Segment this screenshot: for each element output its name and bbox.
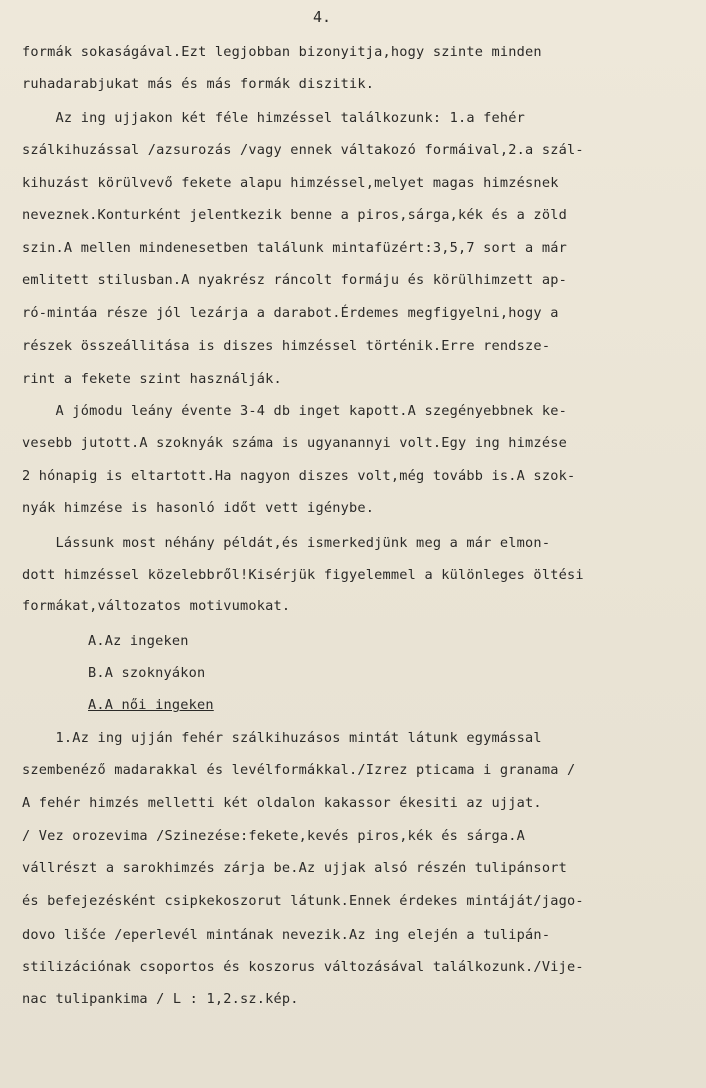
text-line: kihuzást körülvevő fekete alapu himzéssel,melyet magas himzésnek xyxy=(22,175,559,191)
text-line: A fehér himzés melletti két oldalon kakassor ékesiti az ujjat. xyxy=(22,795,542,811)
text-line: dovo lišće /eperlevél mintának nevezik.Az ing elején a tulipán- xyxy=(22,927,551,943)
text-line: / Vez orozevima /Szinezése:fekete,kevés piros,kék és sárga.A xyxy=(22,828,526,844)
text-line: ró-mintáa része jól lezárja a darabot.Érdemes megfigyelni,hogy a xyxy=(22,305,559,321)
text-line: részek összeállitása is diszes himzéssel történik.Erre rendsze- xyxy=(22,338,551,354)
text-line: emlitett stilusban.A nyakrész ráncolt formáju és körülhimzett ap- xyxy=(22,272,567,288)
text-line: formákat,változatos motivumokat. xyxy=(22,598,291,614)
text-line: ruhadarabjukat más és más formák diszitik. xyxy=(22,76,375,92)
text-line: vállrészt a sarokhimzés zárja be.Az ujjak alsó részén tulipánsort xyxy=(22,860,567,876)
text-line: nac tulipankima / L : 1,2.sz.kép. xyxy=(22,991,299,1007)
outline-item: B.A szoknyákon xyxy=(88,665,206,681)
text-line: A jómodu leány évente 3-4 db inget kapott.A szegényebbnek ke- xyxy=(22,403,567,419)
text-line: rint a fekete szint használják. xyxy=(22,371,282,387)
text-line: formák sokaságával.Ezt legjobban bizonyitja,hogy szinte minden xyxy=(22,44,542,60)
text-line: stilizációnak csoportos és koszorus változásával találkozunk./Vije- xyxy=(22,959,584,975)
text-line: Lássunk most néhány példát,és ismerkedjünk meg a már elmon- xyxy=(22,535,551,551)
text-line: szembenéző madarakkal és levélformákkal./Izrez pticama i granama / xyxy=(22,762,576,778)
text-line: szin.A mellen mindenesetben találunk mintafüzért:3,5,7 sort a már xyxy=(22,240,567,256)
text-line: neveznek.Konturként jelentkezik benne a piros,sárga,kék és a zöld xyxy=(22,207,567,223)
outline-item: A.Az ingeken xyxy=(88,633,189,649)
text-line: nyák himzése is hasonló időt vett igénybe. xyxy=(22,500,375,516)
text-line: és befejezésként csipkekoszorut látunk.Ennek érdekes mintáját/jago- xyxy=(22,893,584,909)
text-line: Az ing ujjakon két féle himzéssel találkozunk: 1.a fehér xyxy=(22,110,526,126)
text-line: dott himzéssel közelebbről!Kisérjük figyelemmel a különleges öltési xyxy=(22,567,584,583)
text-line: 1.Az ing ujján fehér szálkihuzásos mintát látunk egymással xyxy=(22,730,542,746)
text-line: 2 hónapig is eltartott.Ha nagyon diszes volt,még tovább is.A szok- xyxy=(22,468,576,484)
text-line: szálkihuzással /azsurozás /vagy ennek váltakozó formáival,2.a szál- xyxy=(22,142,584,158)
section-heading: A.A női ingeken xyxy=(88,697,214,713)
page-number: 4. xyxy=(313,8,332,26)
text-line: vesebb jutott.A szoknyák száma is ugyanannyi volt.Egy ing himzése xyxy=(22,435,567,451)
